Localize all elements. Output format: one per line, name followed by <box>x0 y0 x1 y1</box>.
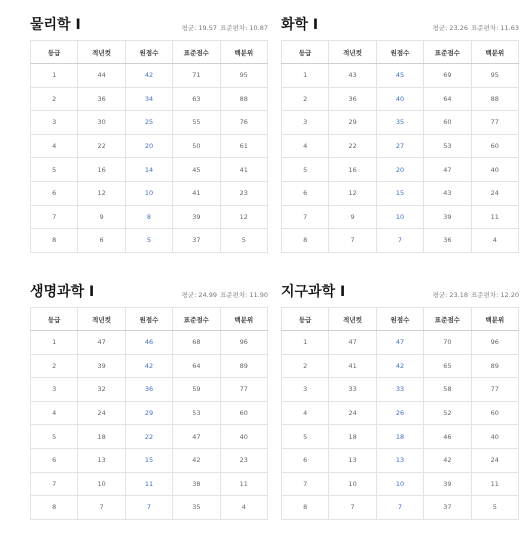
table-cell: 11 <box>220 472 267 496</box>
table-cell: 7 <box>376 229 423 253</box>
column-header: 표준점수 <box>424 41 471 64</box>
table-cell: 24 <box>329 401 376 425</box>
table-cell: 9 <box>329 205 376 229</box>
table-cell: 47 <box>424 158 471 182</box>
table-cell: 41 <box>173 181 220 205</box>
table-cell: 43 <box>424 181 471 205</box>
table-cell: 45 <box>376 64 423 88</box>
table-cell: 36 <box>78 87 125 111</box>
table-cell: 22 <box>125 425 172 449</box>
table-cell: 88 <box>220 87 267 111</box>
table-cell: 26 <box>376 401 423 425</box>
table-cell: 9 <box>78 205 125 229</box>
subject-title: 지구과학 Ⅰ <box>281 284 346 300</box>
table-cell: 39 <box>424 472 471 496</box>
life-science-panel <box>30 279 268 520</box>
table-cell: 12 <box>220 205 267 229</box>
table-cell: 34 <box>125 87 172 111</box>
table-header-row <box>282 308 519 331</box>
table-row <box>31 472 268 496</box>
table-row <box>31 425 268 449</box>
table-row <box>31 87 268 111</box>
column-header: 등급 <box>31 308 78 331</box>
table-cell: 8 <box>282 496 329 520</box>
chemistry-panel <box>281 12 519 253</box>
table-cell: 10 <box>376 205 423 229</box>
table-cell: 60 <box>471 134 518 158</box>
table-row <box>31 181 268 205</box>
table-cell: 60 <box>220 401 267 425</box>
table-cell: 95 <box>471 64 518 88</box>
table-cell: 20 <box>376 158 423 182</box>
table-cell: 46 <box>125 331 172 355</box>
table-row <box>31 448 268 472</box>
table-cell: 36 <box>329 87 376 111</box>
table-cell: 7 <box>376 496 423 520</box>
table-cell: 41 <box>220 158 267 182</box>
mean-label: 평균: 24.99 <box>181 291 218 299</box>
table-cell: 39 <box>173 205 220 229</box>
table-row <box>282 87 519 111</box>
table-row <box>282 448 519 472</box>
table-cell: 11 <box>471 205 518 229</box>
table-cell: 15 <box>376 181 423 205</box>
table-cell: 2 <box>31 354 78 378</box>
table-row <box>31 354 268 378</box>
table-cell: 5 <box>282 158 329 182</box>
panel-header <box>281 279 519 307</box>
table-header-row <box>282 41 519 64</box>
table-cell: 77 <box>471 378 518 402</box>
physics-panel <box>30 12 268 253</box>
table-cell: 36 <box>125 378 172 402</box>
table-cell: 89 <box>220 354 267 378</box>
table-row <box>31 331 268 355</box>
table-cell: 5 <box>282 425 329 449</box>
table-cell: 13 <box>78 448 125 472</box>
table-row <box>282 229 519 253</box>
table-cell: 60 <box>471 401 518 425</box>
table-cell: 16 <box>329 158 376 182</box>
panel-header <box>30 12 268 40</box>
std-dev-label: 표준편차: 11.90 <box>220 291 268 299</box>
table-row <box>31 111 268 135</box>
table-cell: 30 <box>78 111 125 135</box>
table-cell: 64 <box>173 354 220 378</box>
table-cell: 8 <box>282 229 329 253</box>
column-header: 등급 <box>282 308 329 331</box>
table-cell: 1 <box>31 64 78 88</box>
table-cell: 63 <box>173 87 220 111</box>
table-cell: 40 <box>220 425 267 449</box>
table-cell: 3 <box>282 111 329 135</box>
table-cell: 10 <box>78 472 125 496</box>
column-header: 백분위 <box>220 308 267 331</box>
table-cell: 47 <box>78 331 125 355</box>
table-cell: 24 <box>78 401 125 425</box>
table-cell: 71 <box>173 64 220 88</box>
table-cell: 11 <box>471 472 518 496</box>
table-cell: 7 <box>329 229 376 253</box>
table-cell: 12 <box>78 181 125 205</box>
table-cell: 47 <box>376 331 423 355</box>
std-dev-label: 표준편차: 11.63 <box>471 24 519 32</box>
table-cell: 7 <box>31 205 78 229</box>
table-cell: 42 <box>125 354 172 378</box>
table-cell: 5 <box>125 229 172 253</box>
table-cell: 1 <box>282 64 329 88</box>
table-cell: 16 <box>78 158 125 182</box>
table-cell: 22 <box>78 134 125 158</box>
table-cell: 4 <box>282 134 329 158</box>
table-row <box>282 158 519 182</box>
table-cell: 43 <box>329 64 376 88</box>
column-header: 적년컷 <box>329 41 376 64</box>
table-cell: 2 <box>282 87 329 111</box>
table-cell: 77 <box>220 378 267 402</box>
grade-cut-table <box>281 40 519 253</box>
table-row <box>31 134 268 158</box>
table-cell: 5 <box>31 158 78 182</box>
table-cell: 15 <box>125 448 172 472</box>
table-cell: 7 <box>329 496 376 520</box>
column-header: 백분위 <box>471 308 518 331</box>
table-cell: 10 <box>125 181 172 205</box>
table-cell: 35 <box>173 496 220 520</box>
subject-title: 화학 Ⅰ <box>281 17 319 33</box>
table-cell: 5 <box>31 425 78 449</box>
table-cell: 53 <box>424 134 471 158</box>
grade-cut-table <box>281 307 519 520</box>
std-dev-label: 표준편차: 10.87 <box>220 24 268 32</box>
table-row <box>282 354 519 378</box>
table-cell: 96 <box>471 331 518 355</box>
table-row <box>282 472 519 496</box>
table-cell: 7 <box>31 472 78 496</box>
table-cell: 44 <box>78 64 125 88</box>
panel-header <box>281 12 519 40</box>
table-cell: 35 <box>376 111 423 135</box>
table-cell: 7 <box>125 496 172 520</box>
table-row <box>31 496 268 520</box>
table-cell: 3 <box>31 111 78 135</box>
table-cell: 8 <box>31 496 78 520</box>
table-cell: 24 <box>471 181 518 205</box>
table-cell: 46 <box>424 425 471 449</box>
table-cell: 40 <box>471 158 518 182</box>
table-cell: 2 <box>31 87 78 111</box>
table-row <box>282 378 519 402</box>
mean-label: 평균: 23.18 <box>432 291 469 299</box>
table-row <box>31 64 268 88</box>
mean-label: 평균: 23.26 <box>432 24 469 32</box>
table-row <box>31 378 268 402</box>
table-cell: 14 <box>125 158 172 182</box>
table-row <box>31 205 268 229</box>
table-cell: 10 <box>329 472 376 496</box>
column-header: 원점수 <box>376 308 423 331</box>
column-header: 백분위 <box>220 41 267 64</box>
table-cell: 18 <box>78 425 125 449</box>
table-header-row <box>31 41 268 64</box>
table-cell: 68 <box>173 331 220 355</box>
table-cell: 4 <box>471 229 518 253</box>
table-cell: 13 <box>329 448 376 472</box>
table-cell: 42 <box>173 448 220 472</box>
table-cell: 18 <box>329 425 376 449</box>
table-cell: 5 <box>220 229 267 253</box>
table-cell: 4 <box>220 496 267 520</box>
table-cell: 89 <box>471 354 518 378</box>
std-dev-label: 표준편차: 12.20 <box>471 291 519 299</box>
column-header: 표준점수 <box>424 308 471 331</box>
table-cell: 69 <box>424 64 471 88</box>
table-row <box>282 425 519 449</box>
column-header: 표준점수 <box>173 41 220 64</box>
table-cell: 64 <box>424 87 471 111</box>
table-cell: 65 <box>424 354 471 378</box>
table-cell: 36 <box>424 229 471 253</box>
table-cell: 7 <box>282 205 329 229</box>
table-cell: 10 <box>376 472 423 496</box>
table-cell: 4 <box>31 401 78 425</box>
table-row <box>282 134 519 158</box>
table-row <box>31 401 268 425</box>
table-cell: 76 <box>220 111 267 135</box>
table-cell: 39 <box>78 354 125 378</box>
mean-label: 평균: 19.57 <box>181 24 218 32</box>
table-cell: 77 <box>471 111 518 135</box>
table-cell: 53 <box>173 401 220 425</box>
table-cell: 1 <box>282 331 329 355</box>
score-stats <box>182 23 268 32</box>
table-cell: 13 <box>376 448 423 472</box>
table-cell: 29 <box>125 401 172 425</box>
panel-header <box>30 279 268 307</box>
table-cell: 7 <box>78 496 125 520</box>
table-cell: 8 <box>31 229 78 253</box>
table-cell: 52 <box>424 401 471 425</box>
table-cell: 1 <box>31 331 78 355</box>
table-cell: 6 <box>31 448 78 472</box>
table-row <box>282 181 519 205</box>
table-row <box>282 111 519 135</box>
column-header: 백분위 <box>471 41 518 64</box>
table-cell: 60 <box>424 111 471 135</box>
table-header-row <box>31 308 268 331</box>
table-cell: 4 <box>31 134 78 158</box>
table-cell: 42 <box>125 64 172 88</box>
table-cell: 20 <box>125 134 172 158</box>
table-cell: 50 <box>173 134 220 158</box>
column-header: 적년컷 <box>78 41 125 64</box>
table-cell: 37 <box>173 229 220 253</box>
table-cell: 2 <box>282 354 329 378</box>
column-header: 원점수 <box>125 41 172 64</box>
table-row <box>31 229 268 253</box>
column-header: 원점수 <box>125 308 172 331</box>
table-cell: 40 <box>376 87 423 111</box>
table-cell: 38 <box>173 472 220 496</box>
table-cell: 12 <box>329 181 376 205</box>
table-cell: 70 <box>424 331 471 355</box>
table-cell: 40 <box>471 425 518 449</box>
subject-title: 생명과학 Ⅰ <box>30 284 95 300</box>
table-cell: 41 <box>329 354 376 378</box>
subject-title: 물리학 Ⅰ <box>30 17 81 33</box>
table-cell: 59 <box>173 378 220 402</box>
table-cell: 45 <box>173 158 220 182</box>
table-cell: 96 <box>220 331 267 355</box>
table-row <box>31 158 268 182</box>
table-cell: 33 <box>376 378 423 402</box>
column-header: 적년컷 <box>329 308 376 331</box>
table-row <box>282 401 519 425</box>
column-header: 표준점수 <box>173 308 220 331</box>
grade-cut-table <box>30 40 268 253</box>
table-cell: 22 <box>329 134 376 158</box>
column-header: 적년컷 <box>78 308 125 331</box>
column-header: 등급 <box>282 41 329 64</box>
table-cell: 29 <box>329 111 376 135</box>
table-row <box>282 205 519 229</box>
table-cell: 23 <box>220 448 267 472</box>
table-cell: 8 <box>125 205 172 229</box>
table-cell: 6 <box>282 181 329 205</box>
table-cell: 33 <box>329 378 376 402</box>
score-stats <box>433 23 519 32</box>
table-cell: 25 <box>125 111 172 135</box>
table-cell: 3 <box>282 378 329 402</box>
table-cell: 47 <box>329 331 376 355</box>
table-cell: 5 <box>471 496 518 520</box>
table-cell: 3 <box>31 378 78 402</box>
grade-cut-table <box>30 307 268 520</box>
table-cell: 18 <box>376 425 423 449</box>
table-cell: 61 <box>220 134 267 158</box>
table-row <box>282 496 519 520</box>
table-cell: 58 <box>424 378 471 402</box>
table-cell: 6 <box>282 448 329 472</box>
table-cell: 55 <box>173 111 220 135</box>
table-cell: 39 <box>424 205 471 229</box>
score-stats <box>182 290 268 299</box>
table-row <box>282 64 519 88</box>
table-cell: 7 <box>282 472 329 496</box>
table-cell: 32 <box>78 378 125 402</box>
table-cell: 4 <box>282 401 329 425</box>
table-cell: 11 <box>125 472 172 496</box>
table-cell: 95 <box>220 64 267 88</box>
table-cell: 42 <box>376 354 423 378</box>
column-header: 등급 <box>31 41 78 64</box>
table-cell: 27 <box>376 134 423 158</box>
table-cell: 24 <box>471 448 518 472</box>
column-header: 원점수 <box>376 41 423 64</box>
table-cell: 37 <box>424 496 471 520</box>
table-cell: 47 <box>173 425 220 449</box>
table-cell: 23 <box>220 181 267 205</box>
table-cell: 6 <box>78 229 125 253</box>
table-cell: 42 <box>424 448 471 472</box>
score-stats <box>433 290 519 299</box>
table-cell: 88 <box>471 87 518 111</box>
table-cell: 6 <box>31 181 78 205</box>
earth-science-panel <box>281 279 519 520</box>
table-row <box>282 331 519 355</box>
